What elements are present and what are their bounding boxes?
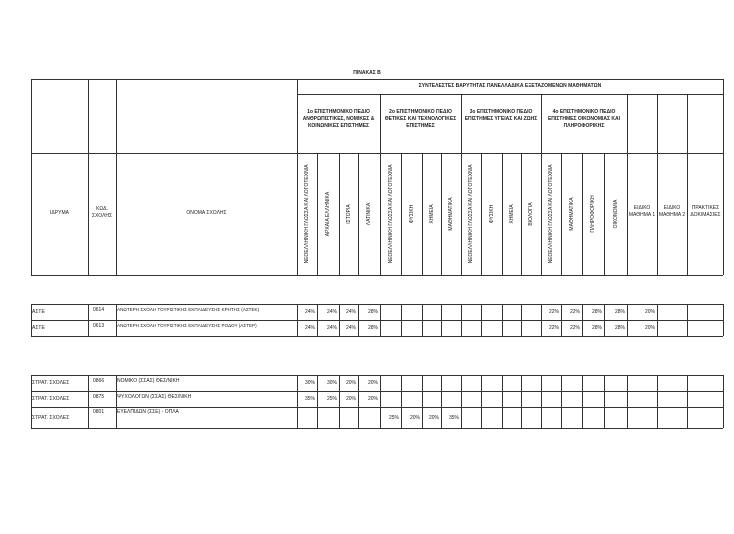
subject-header: ΒΙΟΛΟΓΙΑ: [528, 202, 534, 226]
subject-header: ΦΥΣΙΚΗ: [408, 204, 415, 224]
row-weight-cell: 28%: [614, 309, 625, 315]
row-rule: [657, 407, 658, 428]
table-rule: [31, 79, 32, 275]
row-rule: [723, 391, 724, 407]
row-rule: [657, 391, 658, 407]
row-code: 0801: [93, 409, 105, 415]
row-rule: [521, 407, 522, 428]
row-rule: [88, 375, 89, 391]
table-rule: [687, 94, 688, 275]
row-rule: [31, 391, 723, 392]
table-rule: [582, 153, 583, 275]
row-rule: [502, 304, 503, 320]
row-rule: [422, 304, 423, 320]
subject-header: ΧΗΜΕΙΑ: [428, 204, 435, 224]
row-rule: [461, 304, 462, 320]
row-rule: [687, 304, 688, 320]
table-rule: [627, 94, 628, 275]
row-institution: ΣΤΡΑΤ. ΣΧΟΛΕΣ: [32, 396, 70, 402]
row-rule: [297, 407, 298, 428]
header-rule: [297, 94, 723, 95]
row-weight-cell: 20%: [367, 396, 378, 402]
row-rule: [88, 407, 89, 428]
row-rule: [441, 375, 442, 391]
subject-header: ΝΕΟΕΛΛΗΝΙΚΗ ΓΛΩΣΣΑ ΚΑΙ ΛΟΓΟΤΕΧΝΙΑ: [304, 164, 310, 264]
row-rule: [401, 320, 402, 336]
row-weight-cell: 20%: [367, 380, 378, 386]
row-weight-cell: 28%: [614, 325, 625, 331]
row-rule: [687, 320, 688, 336]
column-header-institution: ΙΔΡΥΜΑ: [50, 210, 69, 216]
row-rule: [604, 391, 605, 407]
row-weight-cell: 28%: [367, 309, 378, 315]
row-code: 0613: [93, 323, 105, 329]
row-rule: [422, 375, 423, 391]
row-rule: [604, 407, 605, 428]
table-rule: [339, 153, 340, 275]
field-3-header: 3ο ΕΠΙΣΤΗΜΟΝΙΚΟ ΠΕΔΙΟ ΕΠΙΣΤΗΜΕΣ ΥΓΕΙΑΣ ΚΑΙ ΖΩΗΣ: [464, 109, 538, 122]
row-rule: [687, 375, 688, 391]
row-rule: [502, 320, 503, 336]
table-rule: [116, 79, 117, 275]
row-rule: [582, 407, 583, 428]
row-weight-cell: 35%: [304, 396, 315, 402]
row-rule: [461, 407, 462, 428]
column-header-practical: ΠΡΑΚΤΙΚΕΣ ΔΟΚΙΜΑΣΙΕΣ: [690, 205, 721, 218]
row-weight-cell: 22%: [548, 309, 559, 315]
row-institution: ΣΤΡΑΤ. ΣΧΟΛΕΣ: [32, 415, 70, 421]
subject-header: ΦΥΣΙΚΗ: [488, 204, 495, 224]
row-rule: [380, 304, 381, 320]
row-rule: [481, 375, 482, 391]
subject-header: ΝΕΟΕΛΛΗΝΙΚΗ ΓΛΩΣΣΑ ΚΑΙ ΛΟΓΟΤΕΧΝΙΑ: [548, 164, 554, 264]
table-rule: [657, 94, 658, 275]
row-weight-cell: 24%: [304, 309, 315, 315]
row-rule: [502, 391, 503, 407]
row-rule: [317, 407, 318, 428]
row-weight-cell: 28%: [367, 325, 378, 331]
row-weight-cell: 24%: [326, 309, 337, 315]
row-rule: [521, 391, 522, 407]
row-rule: [657, 320, 658, 336]
row-rule: [541, 391, 542, 407]
row-weight-cell: 30%: [304, 380, 315, 386]
row-rule: [481, 391, 482, 407]
row-rule: [521, 304, 522, 320]
row-rule: [521, 375, 522, 391]
row-rule: [582, 375, 583, 391]
row-rule: [502, 407, 503, 428]
row-rule: [339, 407, 340, 428]
row-rule: [31, 304, 723, 305]
row-rule: [461, 375, 462, 391]
row-special-1-cell: 20%: [644, 309, 655, 315]
row-rule: [31, 336, 723, 337]
row-rule: [88, 391, 89, 407]
row-rule: [541, 407, 542, 428]
row-code: 0614: [93, 307, 105, 313]
row-weight-cell: 20%: [345, 380, 356, 386]
table-rule: [401, 153, 402, 275]
table-rule: [317, 153, 318, 275]
row-rule: [541, 375, 542, 391]
row-rule: [441, 304, 442, 320]
subject-header: ΑΡΧΑΙΑ ΕΛΛΗΝΙΚΑ: [325, 191, 331, 237]
subject-header: ΝΕΟΕΛΛΗΝΙΚΗ ΓΛΩΣΣΑ ΚΑΙ ΛΟΓΟΤΕΧΝΙΑ: [387, 164, 394, 264]
row-rule: [380, 375, 381, 391]
row-weight-cell: 20%: [428, 415, 439, 421]
column-header-special-1: ΕΙΔΙΚΟ ΜΑΘΗΜΑ 1: [628, 205, 656, 218]
table-rule: [521, 153, 522, 275]
row-special-1-cell: 20%: [644, 325, 655, 331]
row-rule: [481, 407, 482, 428]
row-rule: [31, 320, 723, 321]
row-institution: ΑΣΤΕ: [32, 325, 45, 331]
row-code: 0875: [93, 394, 105, 400]
row-institution: ΑΣΤΕ: [32, 309, 45, 315]
row-rule: [481, 320, 482, 336]
table-rule: [88, 79, 89, 275]
row-rule: [441, 320, 442, 336]
table-main-title: ΣΥΝΤΕΛΕΣΤΕΣ ΒΑΡΥΤΗΤΑΣ ΠΑΝΕΛΛΑΔΙΚΑ ΕΞΕΤΑΖΟΜΕΝΩΝ ΜΑΘΗΜΑΤΩΝ: [418, 83, 602, 89]
row-rule: [461, 391, 462, 407]
row-rule: [401, 375, 402, 391]
row-rule: [627, 391, 628, 407]
table-rule: [441, 153, 442, 275]
row-rule: [627, 407, 628, 428]
row-weight-cell: 22%: [569, 309, 580, 315]
subject-header: ΧΗΜΕΙΑ: [508, 204, 515, 224]
row-rule: [582, 391, 583, 407]
subject-header: ΟΙΚΟΝΟΜΙΑ: [612, 199, 619, 229]
row-weight-cell: 35%: [448, 415, 459, 421]
row-rule: [401, 304, 402, 320]
subject-header: ΛΑΤΙΝΙΚΑ: [366, 202, 372, 226]
table-rule: [422, 153, 423, 275]
column-header-code: ΚΩΔ. ΣΧΟΛΗΣ: [91, 206, 113, 219]
row-rule: [380, 391, 381, 407]
row-code: 0866: [93, 378, 105, 384]
row-weight-cell: 25%: [388, 415, 399, 421]
header-bottom-rule: [31, 275, 723, 276]
row-rule: [657, 375, 658, 391]
column-header-school: ΟΝΟΜΑ ΣΧΟΛΗΣ: [186, 210, 227, 216]
row-school: ΕΥΕΛΠΙΔΩΝ (ΣΣΕ) - ΟΠΛΑ: [117, 409, 179, 415]
row-rule: [31, 407, 723, 408]
row-rule: [561, 375, 562, 391]
row-weight-cell: 30%: [326, 380, 337, 386]
subject-header: ΜΑΘΗΜΑΤΙΚΑ: [568, 197, 575, 231]
table-rule: [481, 153, 482, 275]
row-school: ΝΟΜΙΚΟ (ΣΣΑΣ) ΘΕΣ/ΝΙΚΗ: [117, 378, 180, 384]
subject-header: ΠΛΗΡΟΦΟΡΙΚΗ: [590, 195, 596, 233]
row-weight-cell: 22%: [569, 325, 580, 331]
row-weight-cell: 20%: [409, 415, 420, 421]
row-weight-cell: 25%: [326, 396, 337, 402]
field-1-header: 1ο ΕΠΙΣΤΗΜΟΝΙΚΟ ΠΕΔΙΟ ΑΝΘΡΩΠΙΣΤΙΚΕΣ, ΝΟΜΙΚΕΣ & ΚΟΙΝΩΝΙΚΕΣ ΕΠΙΣΤΗΜΕΣ: [302, 109, 375, 129]
row-rule: [88, 304, 89, 320]
row-rule: [481, 304, 482, 320]
column-header-special-2: ΕΙΔΙΚΟ ΜΑΘΗΜΑ 2: [658, 205, 686, 218]
row-rule: [723, 304, 724, 320]
subject-header: ΙΣΤΟΡΙΑ: [345, 204, 352, 224]
subject-header: ΜΑΘΗΜΑΤΙΚΑ: [448, 197, 454, 231]
row-school: ΨΥΧΟΛΟΓΩΝ (ΣΣΑΣ) ΘΕΣ/ΝΙΚΗ: [117, 394, 192, 400]
row-rule: [461, 320, 462, 336]
table-rule: [604, 153, 605, 275]
field-4-header: 4ο ΕΠΙΣΤΗΜΟΝΙΚΟ ΠΕΔΙΟ ΕΠΙΣΤΗΜΕΣ ΟΙΚΟΝΟΜΙΑΣ ΚΑΙ ΠΛΗΡΟΦΟΡΙΚΗΣ: [547, 109, 621, 129]
row-rule: [687, 391, 688, 407]
row-weight-cell: 24%: [345, 325, 356, 331]
row-weight-cell: 22%: [548, 325, 559, 331]
header-top-rule: [31, 79, 723, 80]
row-rule: [561, 391, 562, 407]
row-rule: [358, 407, 359, 428]
row-rule: [422, 320, 423, 336]
row-rule: [422, 391, 423, 407]
row-rule: [502, 375, 503, 391]
field-2-header: 2ο ΕΠΙΣΤΗΜΟΝΙΚΟ ΠΕΔΙΟ ΘΕΤΙΚΕΣ ΚΑΙ ΤΕΧΝΟΛΟΓΙΚΕΣ ΕΠΙΣΤΗΜΕΣ: [384, 109, 457, 129]
row-weight-cell: 24%: [326, 325, 337, 331]
row-rule: [561, 407, 562, 428]
row-weight-cell: 28%: [591, 309, 602, 315]
table-rule: [561, 153, 562, 275]
row-rule: [604, 375, 605, 391]
header-rule: [31, 153, 723, 154]
row-rule: [687, 407, 688, 428]
table-title: ΠΙΝΑΚΑΣ Β: [353, 70, 381, 76]
row-school: ΑΝΩΤΕΡΗ ΣΧΟΛΗ ΤΟΥΡΙΣΤΙΚΗΣ ΕΚΠΑΙΔΕΥΣΗΣ ΡΟΔΟΥ (ΑΣΤΕΡ): [117, 323, 257, 328]
subject-header: ΝΕΟΕΛΛΗΝΙΚΗ ΓΛΩΣΣΑ ΚΑΙ ΛΟΓΟΤΕΧΝΙΑ: [468, 164, 474, 264]
table-rule: [502, 153, 503, 275]
table-rule: [723, 79, 724, 275]
row-weight-cell: 28%: [591, 325, 602, 331]
row-rule: [723, 407, 724, 428]
row-rule: [723, 320, 724, 336]
row-rule: [88, 320, 89, 336]
row-rule: [441, 391, 442, 407]
row-rule: [521, 320, 522, 336]
row-rule: [627, 375, 628, 391]
row-weight-cell: 24%: [345, 309, 356, 315]
row-institution: ΣΤΡΑΤ. ΣΧΟΛΕΣ: [32, 380, 70, 386]
row-rule: [657, 304, 658, 320]
row-rule: [31, 375, 723, 376]
row-rule: [401, 391, 402, 407]
row-rule: [723, 375, 724, 391]
row-school: ΑΝΩΤΕΡΗ ΣΧΟΛΗ ΤΟΥΡΙΣΤΙΚΗΣ ΕΚΠΑΙΔΕΥΣΗΣ ΚΡΗΤΗΣ (ΑΣΤΕΚ): [117, 307, 260, 312]
row-weight-cell: 24%: [304, 325, 315, 331]
row-rule: [380, 320, 381, 336]
row-weight-cell: 20%: [345, 396, 356, 402]
row-rule: [31, 428, 723, 429]
table-rule: [358, 153, 359, 275]
